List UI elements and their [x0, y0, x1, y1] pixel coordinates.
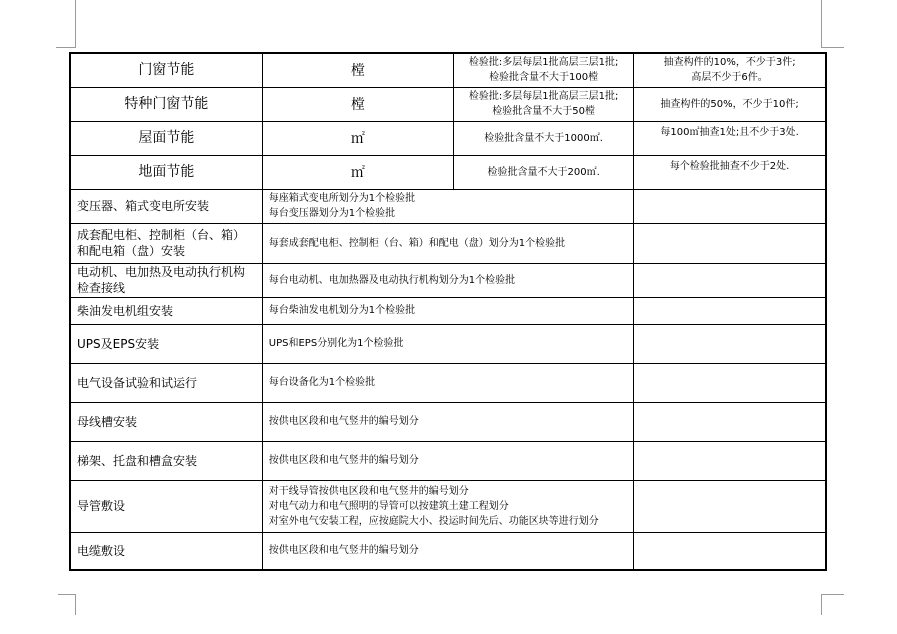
batch-rule: 检验批:多层每层1批高层三层1批; 检验批含量不大于50樘 — [454, 87, 634, 121]
table-row — [70, 53, 826, 87]
item-name: UPS及EPS安装 — [70, 324, 262, 363]
table-row — [70, 402, 826, 441]
inspection-batch-table — [69, 52, 827, 571]
table-row — [70, 121, 826, 155]
item-name: 变压器、箱式变电所安装 — [70, 189, 262, 223]
table-row — [70, 189, 826, 223]
batch-rule: 检验批:多层每层1批高层三层1批; 检验批含量不大于100樘 — [454, 53, 634, 87]
empty-cell — [634, 297, 826, 324]
table-row — [70, 532, 826, 570]
empty-cell — [634, 441, 826, 480]
item-name: 成套配电柜、控制柜（台、箱）和配电箱（盘）安装 — [70, 223, 262, 263]
unit: 樘 — [262, 87, 453, 121]
table-row — [70, 155, 826, 189]
empty-cell — [634, 223, 826, 263]
item-name: 导管敷设 — [70, 480, 262, 532]
unit: ㎡ — [262, 121, 453, 155]
item-name: 屋面节能 — [70, 121, 262, 155]
division-rule: 对干线导管按供电区段和电气竖井的编号划分 对电气动力和电气照明的导管可以按建筑土建工程划分 对室外电气安装工程，应按庭院大小、投运时间先后、功能区块等进行划分 — [262, 480, 633, 532]
item-name: 电气设备试验和试运行 — [70, 363, 262, 402]
sampling-rule: 抽查构件的50%，不少于10件; — [634, 87, 826, 121]
division-rule: 按供电区段和电气竖井的编号划分 — [262, 441, 633, 480]
table-row — [70, 324, 826, 363]
sampling-rule: 每100㎡抽查1处;且不少于3处. — [634, 121, 826, 155]
crop-mark-top-right — [821, 0, 844, 48]
division-rule: 每座箱式变电所划分为1个检验批 每台变压器划分为1个检验批 — [262, 189, 633, 223]
item-name: 母线槽安装 — [70, 402, 262, 441]
item-name: 梯架、托盘和槽盒安装 — [70, 441, 262, 480]
empty-cell — [634, 363, 826, 402]
crop-mark-bottom-right — [821, 594, 844, 615]
division-rule: 每台柴油发电机划分为1个检验批 — [262, 297, 633, 324]
division-rule: UPS和EPS分别化为1个检验批 — [262, 324, 633, 363]
division-rule: 按供电区段和电气竖井的编号划分 — [262, 532, 633, 570]
table-row — [70, 441, 826, 480]
empty-cell — [634, 402, 826, 441]
sampling-rule: 每个检验批抽查不少于2处. — [634, 155, 826, 189]
empty-cell — [634, 532, 826, 570]
unit: 樘 — [262, 53, 453, 87]
crop-mark-bottom-left — [58, 594, 76, 615]
item-name: 门窗节能 — [70, 53, 262, 87]
item-name: 特种门窗节能 — [70, 87, 262, 121]
sampling-rule: 抽查构件的10%，不少于3件; 高层不少于6件。 — [634, 53, 826, 87]
table-row — [70, 363, 826, 402]
unit: ㎡ — [262, 155, 453, 189]
batch-rule: 检验批含量不大于1000㎡. — [454, 121, 634, 155]
table-row — [70, 87, 826, 121]
table-row — [70, 297, 826, 324]
division-rule: 每台电动机、电加热器及电动执行机构划分为1个检验批 — [262, 263, 633, 297]
batch-rule: 检验批含量不大于200㎡. — [454, 155, 634, 189]
division-rule: 按供电区段和电气竖井的编号划分 — [262, 402, 633, 441]
item-name: 柴油发电机组安装 — [70, 297, 262, 324]
table-row — [70, 223, 826, 263]
table-row — [70, 263, 826, 297]
empty-cell — [634, 480, 826, 532]
item-name: 电动机、电加热及电动执行机构检查接线 — [70, 263, 262, 297]
item-name: 电缆敷设 — [70, 532, 262, 570]
empty-cell — [634, 189, 826, 223]
table-row — [70, 480, 826, 532]
empty-cell — [634, 324, 826, 363]
division-rule: 每台设备化为1个检验批 — [262, 363, 633, 402]
division-rule: 每套成套配电柜、控制柜（台、箱）和配电（盘）划分为1个检验批 — [262, 223, 633, 263]
item-name: 地面节能 — [70, 155, 262, 189]
crop-mark-top-left — [56, 0, 76, 48]
empty-cell — [634, 263, 826, 297]
